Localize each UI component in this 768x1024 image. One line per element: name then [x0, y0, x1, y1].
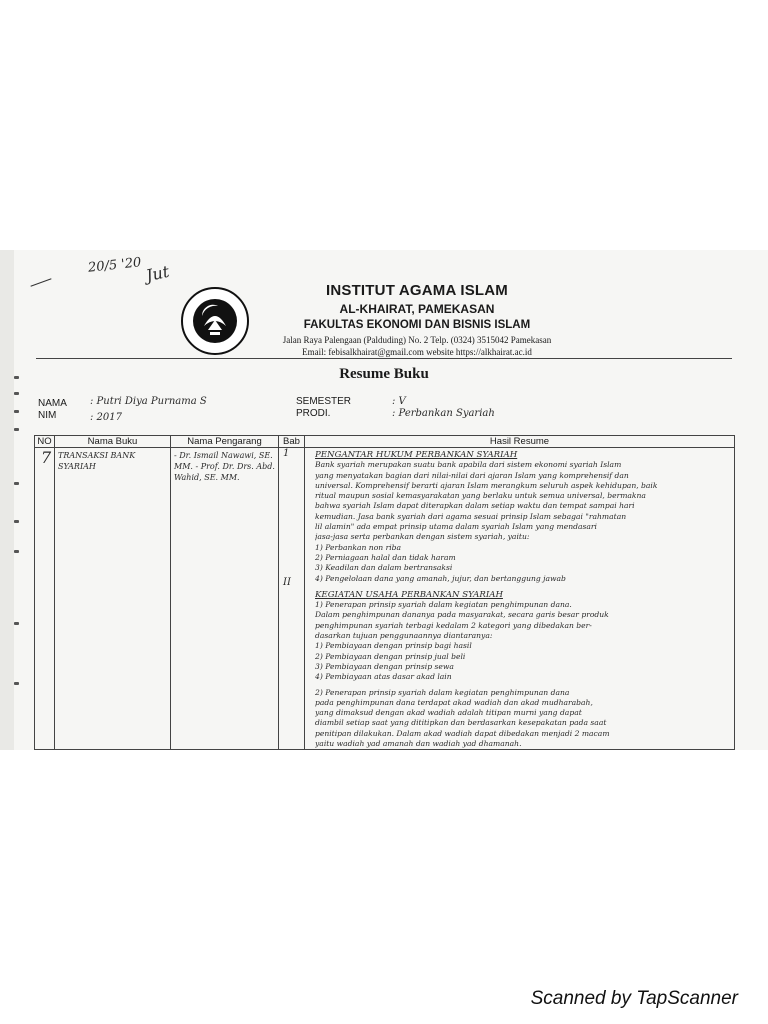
resume-list-item: 2) Perniagaan halal dan tidak haram — [315, 552, 456, 562]
scanner-watermark: Scanned by TapScanner — [530, 988, 738, 1009]
resume-list-item: 4) Pengelolaan dana yang amanah, jujur, dan bertanggung jawab — [315, 573, 566, 583]
section-title: KEGIATAN USAHA PERBANKAN SYARIAH — [315, 589, 503, 600]
resume-line: bahwa syariah Islam dapat diterapkan dalam setiap waktu dan tempat sampai hari — [315, 501, 635, 511]
chapter-number: 1 — [283, 448, 290, 459]
resume-line: 1) Penerapan prinsip syariah dalam kegiatan penghimpunan dana. — [315, 600, 572, 610]
row-number: 7 — [35, 448, 55, 750]
resume-line: 2) Penerapan prinsip syariah dalam kegiatan penghimpunan dana — [315, 687, 570, 697]
col-header-bab: Bab — [279, 436, 305, 448]
nama-field — [38, 396, 207, 409]
semester-label: SEMESTER — [296, 396, 352, 407]
punch-mark — [14, 410, 19, 413]
resume-line: pada penghimpunan dana terdapat akad wadiah dan akad mudharabah, — [315, 697, 593, 707]
chapter-numbers — [279, 448, 305, 750]
institution-name: INSTITUT AGAMA ISLAM — [325, 282, 509, 299]
resume-list-item: 1) Pembiayaan dengan prinsip bagi hasil — [315, 641, 472, 651]
resume-line: Dalam penghimpunan dananya pada masyarakat, secara garis besar produk — [315, 610, 609, 620]
nim-label: NIM — [38, 410, 57, 421]
section-title: PENGANTAR HUKUM PERBANKAN SYARIAH — [315, 450, 518, 460]
resume-line: ritual maupun sosial kemasyarakatan yang berlaku untuk semua universal, bermakna — [315, 491, 646, 501]
col-header-no: NO — [35, 436, 55, 448]
resume-line: penghimpunan syariah terbagi kedalam 2 kategori yang dibedakan ber- — [315, 620, 592, 630]
nama-label: NAMA — [38, 398, 67, 409]
punch-mark — [14, 682, 19, 685]
resume-line: jasa-jasa serta perbankan dengan sistem syariah, yaitu: — [315, 532, 530, 542]
scanned-sheet — [0, 250, 768, 750]
nama-value: : Putri Diya Purnama S — [90, 396, 207, 407]
letterhead — [272, 282, 562, 357]
resume-line: Bank syariah merupakan suatu bank apabila dari sistem ekonomi syariah Islam — [315, 460, 622, 470]
resume-line: kemudian. Jasa bank syariah dari agama sesuai prinsip Islam sebagai "rahmatan — [315, 511, 627, 521]
resume-line: yang dimaksud dengan akad wadiah adalah titipan murni yang dapat — [315, 708, 582, 718]
prodi-value: : Perbankan Syariah — [392, 408, 495, 419]
scan-edge — [0, 250, 14, 750]
resume-list-item: 3) Keadilan dan dalam bertransaksi — [315, 563, 453, 573]
faculty-name: FAKULTAS EKONOMI DAN BISNIS ISLAM — [303, 319, 531, 331]
resume-line: dasarkan tujuan penggunaannya diantaranya: — [315, 631, 493, 641]
handwritten-date: 20/5 '20 — [87, 255, 143, 276]
col-header-nama-pengarang: Nama Pengarang — [171, 436, 279, 448]
nim-value: : 2017 — [90, 412, 122, 423]
nim-field — [38, 410, 122, 423]
punch-mark — [14, 482, 19, 485]
col-header-hasil-resume: Hasil Resume — [305, 436, 735, 448]
document-title: Resume Buku — [339, 366, 429, 382]
institution-contact: Email: febisalkhairat@gmail.com website https://alkhairat.ac.id — [302, 347, 532, 357]
semester-field — [296, 396, 406, 407]
col-header-nama-buku: Nama Buku — [55, 436, 171, 448]
resume-list-item: 2) Pembiayaan dengan prinsip jual beli — [315, 651, 466, 661]
institution-address: Jalan Raya Palengaan (Palduding) No. 2 Telp. (0324) 3515042 Pamekasan — [282, 335, 552, 345]
punch-mark — [14, 550, 19, 553]
book-authors: - Dr. Ismail Nawawi, SE. MM. - Prof. Dr. Drs. Abd. Wahid, SE. MM. — [171, 448, 279, 750]
book-title: TRANSAKSI BANK SYARIAH — [55, 448, 171, 750]
resume-table — [34, 435, 735, 750]
institute-logo-icon — [180, 286, 250, 356]
semester-value: : V — [392, 396, 406, 407]
resume-list-item: 1) Perbankan non riba — [315, 542, 402, 552]
table-row — [35, 448, 735, 750]
letterhead-divider — [36, 358, 732, 359]
resume-line: yang menyatakan bagian dari nilai-nilai dari ajaran Islam yang komprehensif dan — [315, 470, 629, 480]
handwritten-signature: Jut — [144, 261, 171, 286]
punch-mark — [14, 392, 19, 395]
punch-mark — [14, 622, 19, 625]
institution-location: AL-KHAIRAT, PAMEKASAN — [339, 302, 495, 316]
resume-line: universal. Komprehensif berarti ajaran Islam merangkum seluruh aspek kehidupan, baik — [315, 480, 658, 490]
prodi-field — [296, 408, 495, 419]
chapter-number: II — [283, 577, 291, 588]
resume-content — [305, 448, 735, 750]
table-header-row — [35, 436, 735, 448]
resume-list-item: 3) Pembiayaan dengan prinsip sewa — [315, 661, 454, 671]
resume-line: diambil setiap saat yang dititipkan dan berdasarkan kesepakatan pada saat — [315, 718, 607, 728]
punch-mark — [14, 520, 19, 523]
pen-mark — [30, 278, 51, 286]
resume-list-item: 4) Pembiayaan atas dasar akad lain — [315, 672, 452, 682]
punch-mark — [14, 428, 19, 431]
resume-line: lil alamin" ada empat prinsip utama dalam syariah Islam yang mendasari — [315, 522, 597, 532]
prodi-label: PRODI. — [296, 408, 331, 419]
resume-line: penitipan dilakukan. Dalam akad wadiah dapat dibedakan menjadi 2 macam — [315, 728, 610, 738]
resume-line: yaitu wadiah yad amanah dan wadiah yad dhamanah. — [315, 739, 522, 749]
